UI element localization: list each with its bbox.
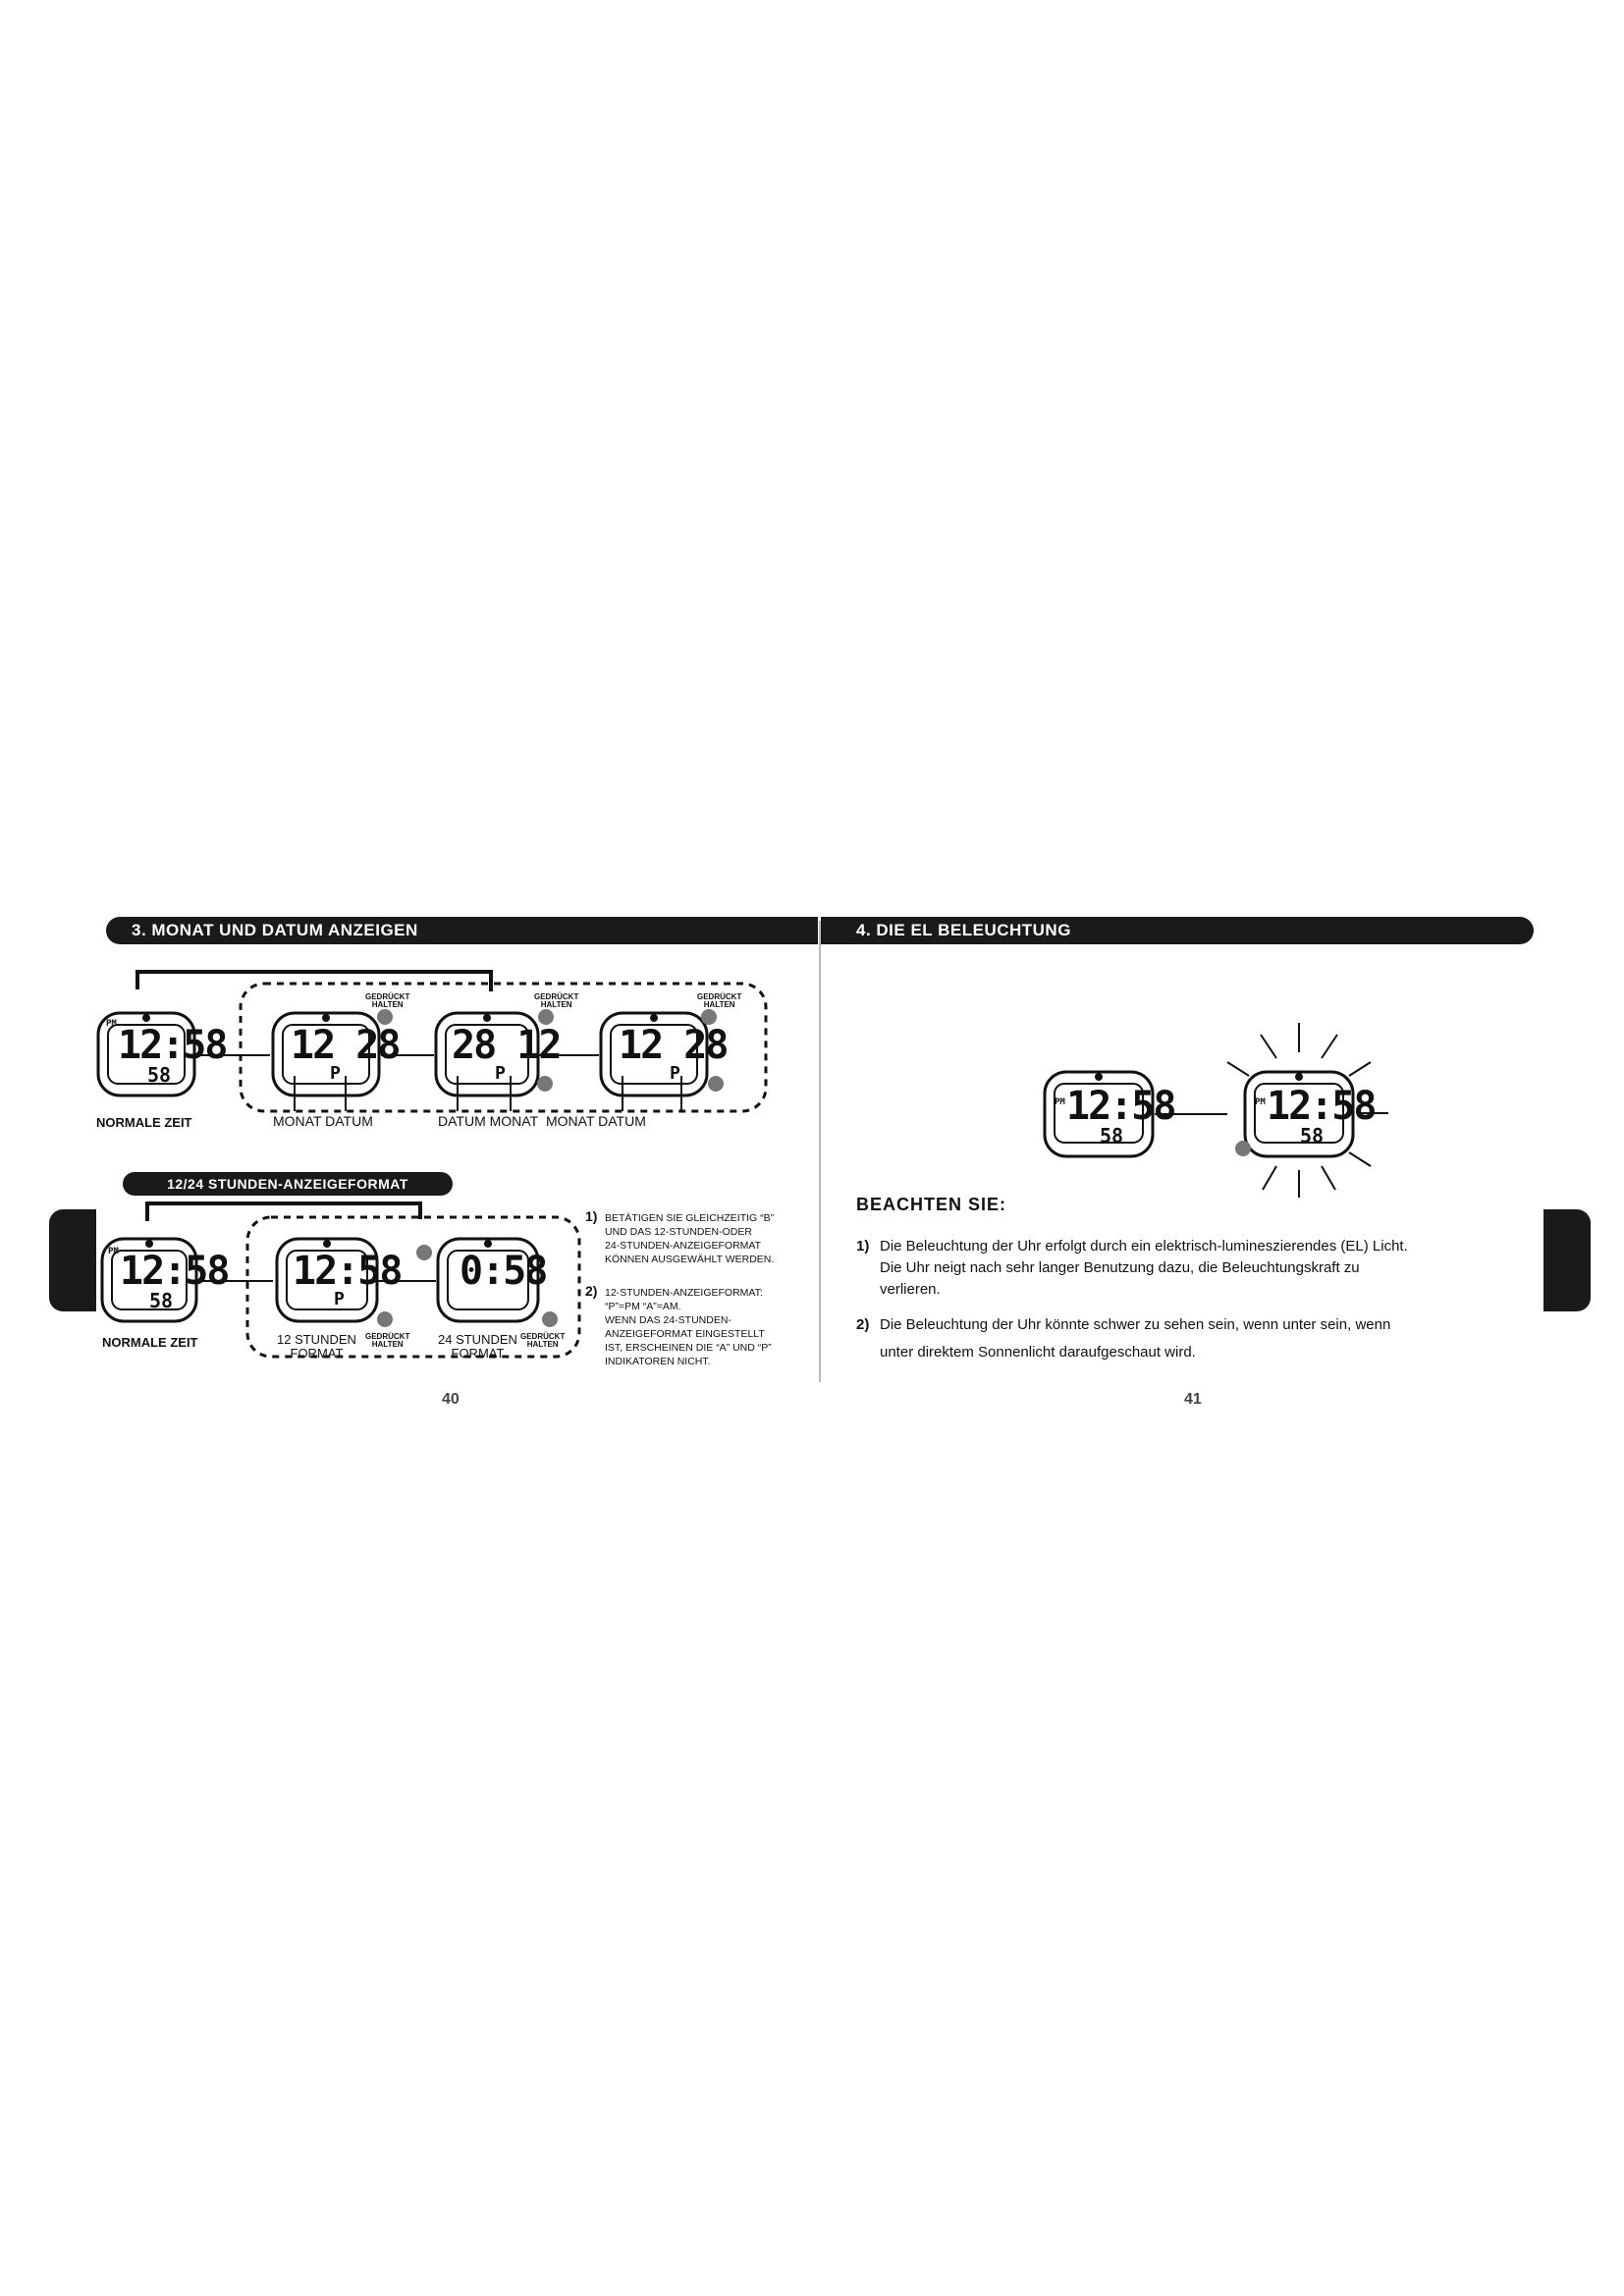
step-1-number: 1) — [585, 1208, 598, 1224]
step-1-line: UND DAS 12-STUNDEN-ODER — [605, 1226, 752, 1238]
hold-label-4: GEDRÜCKT HALTEN — [365, 1332, 410, 1349]
lcd-time-1: 12:58 — [118, 1023, 227, 1068]
section-title-el-light: 4. DIE EL BELEUCHTUNG — [821, 917, 1534, 944]
note-1-number: 1) — [856, 1238, 870, 1255]
hold-label-1: GEDRÜCKT HALTEN — [365, 992, 410, 1009]
note-2-number: 2) — [856, 1316, 870, 1333]
label-12h-format: 12 STUNDEN FORMAT — [277, 1332, 356, 1361]
step-2-line: WENN DAS 24-STUNDEN- — [605, 1314, 731, 1326]
pm-indicator-3: PM — [1055, 1097, 1065, 1107]
step-2-line: “P”=PM “A”=AM. — [605, 1301, 681, 1312]
lcd-seconds-2: 58 — [149, 1289, 174, 1312]
lcd-time-4: 12:58 — [1267, 1084, 1376, 1129]
label-normal-time: NORMALE ZEIT — [96, 1115, 192, 1130]
lcd-p-4: P — [334, 1289, 345, 1309]
lcd-12h: 12:58 — [293, 1249, 402, 1294]
hold-label-5: GEDRÜCKT HALTEN — [520, 1332, 566, 1349]
label-month-date-2: MONAT DATUM — [546, 1113, 646, 1129]
lcd-seconds-4: 58 — [1300, 1124, 1325, 1148]
section-title-month-date: 3. MONAT UND DATUM ANZEIGEN — [106, 917, 818, 944]
pm-indicator-4: PM — [1255, 1097, 1266, 1107]
note-1 — [856, 1236, 1500, 1301]
note-1-line: verlieren. — [880, 1281, 941, 1298]
note-1-line: Die Uhr neigt nach sehr langer Benutzung dazu, die Beleuchtungskraft zu — [880, 1259, 1360, 1276]
hold-label-3: GEDRÜCKT HALTEN — [697, 992, 742, 1009]
step-2-line: INDIKATOREN NICHT. — [605, 1356, 711, 1367]
note-2-line: Die Beleuchtung der Uhr könnte schwer zu sehen sein, wenn unter sein, wenn — [880, 1316, 1391, 1333]
label-date-month: DATUM MONAT — [438, 1113, 539, 1129]
label-24h-format: 24 STUNDEN FORMAT — [438, 1332, 517, 1361]
subsection-title-12-24: 12/24 STUNDEN-ANZEIGEFORMAT — [123, 1172, 453, 1196]
lcd-time-2: 12:58 — [120, 1249, 229, 1294]
hold-label-2: GEDRÜCKT HALTEN — [534, 992, 579, 1009]
lcd-date-month: 28 12 — [452, 1023, 561, 1068]
page-number-right: 41 — [1184, 1391, 1202, 1408]
note-2 — [856, 1311, 1500, 1366]
page-number-left: 40 — [442, 1391, 460, 1408]
lcd-time-3: 12:58 — [1066, 1084, 1175, 1129]
step-2-number: 2) — [585, 1283, 598, 1299]
step-2-line: ANZEIGEFORMAT EINGESTELLT — [605, 1328, 765, 1340]
note-1-line: Die Beleuchtung der Uhr erfolgt durch ein elektrisch-lumineszierendes (EL) Licht. — [880, 1238, 1408, 1255]
note-2-line: unter direktem Sonnenlicht daraufgeschaut wird. — [880, 1344, 1196, 1361]
label-normal-time-2: NORMALE ZEIT — [102, 1335, 198, 1350]
lcd-p-3: P — [670, 1063, 680, 1084]
lcd-month-date-2: 12 28 — [619, 1023, 728, 1068]
lcd-24h: 0:58 — [460, 1249, 547, 1294]
step-1-line: 24-STUNDEN-ANZEIGEFORMAT — [605, 1240, 762, 1252]
lcd-seconds-3: 58 — [1100, 1124, 1124, 1148]
lcd-month-date-1: 12 28 — [291, 1023, 400, 1068]
pm-indicator: PM — [106, 1019, 117, 1029]
step-1-line: BETÄTIGEN SIE GLEICHZEITIG “B” — [605, 1212, 775, 1224]
note-heading: BEACHTEN SIE: — [856, 1195, 1007, 1214]
step-1-line: KÖNNEN AUSGEWÄHLT WERDEN. — [605, 1254, 775, 1265]
manual-spread — [0, 903, 1624, 1414]
lcd-p-1: P — [330, 1063, 341, 1084]
label-month-date: MONAT DATUM — [273, 1113, 373, 1129]
step-2-line: 12-STUNDEN-ANZEIGEFORMAT: — [605, 1287, 763, 1299]
step-2-line: IST, ERSCHEINEN DIE “A” UND “P” — [605, 1342, 772, 1354]
button-a — [1235, 1141, 1251, 1156]
lcd-seconds-1: 58 — [147, 1063, 172, 1087]
lcd-p-2: P — [495, 1063, 506, 1084]
pm-indicator-2: PM — [108, 1247, 119, 1256]
